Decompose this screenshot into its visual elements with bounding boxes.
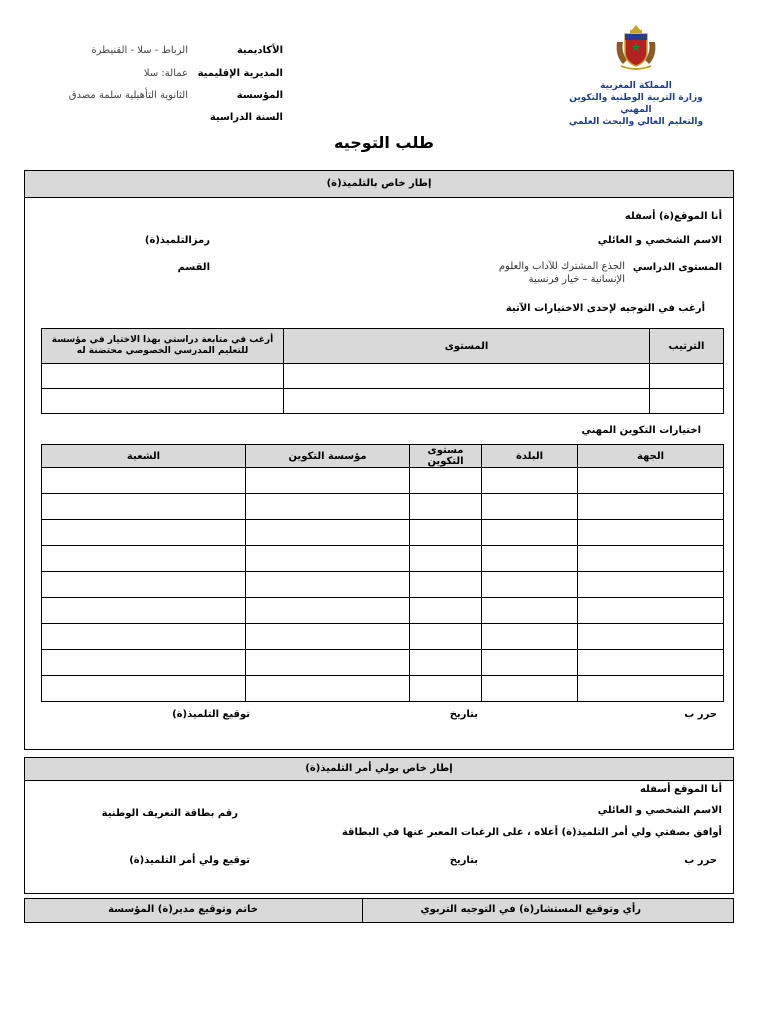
counselor-opinion-box: رأي وتوقيع المستشار(ة) في التوجيه التربوي [362, 898, 734, 923]
vocational-8-region-cell[interactable] [578, 650, 724, 676]
vocational-3-branch-cell[interactable] [42, 520, 246, 546]
vocational-2-training-level-cell[interactable] [410, 494, 482, 520]
vocational-4-region-cell[interactable] [578, 546, 724, 572]
vocational-7-branch-cell[interactable] [42, 624, 246, 650]
vocational-2-institution-cell[interactable] [246, 494, 410, 520]
vocational-9-institution-cell[interactable] [246, 676, 410, 702]
vocational-7-institution-cell[interactable] [246, 624, 410, 650]
vocational-5-institution-cell[interactable] [246, 572, 410, 598]
vocational-8-town-cell[interactable] [482, 650, 578, 676]
choice-2-rank-cell[interactable] [650, 389, 724, 414]
school-year-label: السنة الدراسية [209, 112, 283, 123]
id-card-label: رقم بطاقة التعريف الوطنية [101, 808, 238, 819]
table-row [42, 598, 724, 624]
guardian-signature-label: توقيع ولي أمر التلميذ(ة) [129, 855, 250, 866]
vocational-4-institution-cell[interactable] [246, 546, 410, 572]
vocational-9-training-level-cell[interactable] [410, 676, 482, 702]
vocational-1-town-cell[interactable] [482, 468, 578, 494]
vocational-2-branch-cell[interactable] [42, 494, 246, 520]
student-code-label: رمزالتلميذ(ة) [144, 235, 210, 246]
vocational-3-institution-cell[interactable] [246, 520, 410, 546]
orientation-wish: أرغب في التوجيه لإحدى الاختيارات الآتية [505, 303, 705, 314]
choices-table [41, 328, 724, 414]
vocational-table [41, 444, 724, 702]
table-row [42, 520, 724, 546]
moroccan-emblem-icon [611, 22, 661, 76]
choices-header-private: أرغب في متابعة دراستي بهذا الاختيار في مؤسسة للتعليم المدرسي الخصوصي محتضنة له [42, 329, 284, 364]
student-section-header: إطار خاص بالتلميذ(ة) [24, 170, 734, 198]
guardian-agreement: أوافق بصفتي ولي أمر التلميذ(ة) أعلاه ، على الرغبات المعبر عنها في البطاقة [341, 827, 722, 838]
vocational-1-institution-cell[interactable] [246, 468, 410, 494]
academy-label: الأكاديمية [236, 45, 283, 56]
choices-header-level: المستوى [284, 329, 650, 364]
guardian-undersigned: أنا الموقع أسفله [639, 784, 722, 795]
vocational-5-region-cell[interactable] [578, 572, 724, 598]
vocational-3-town-cell[interactable] [482, 520, 578, 546]
choice-1-private-cell[interactable] [42, 364, 284, 389]
table-row [42, 389, 724, 414]
choice-1-rank-cell[interactable] [650, 364, 724, 389]
table-row [42, 676, 724, 702]
table-row [42, 546, 724, 572]
direction-value: عمالة: سلا [143, 68, 188, 79]
vocational-7-region-cell[interactable] [578, 624, 724, 650]
student-written-in: حرر ب [684, 709, 717, 720]
vocational-4-branch-cell[interactable] [42, 546, 246, 572]
vocational-9-branch-cell[interactable] [42, 676, 246, 702]
vocational-2-town-cell[interactable] [482, 494, 578, 520]
direction-label: المديرية الإقليمية [197, 68, 283, 79]
vocational-6-institution-cell[interactable] [246, 598, 410, 624]
vocational-8-training-level-cell[interactable] [410, 650, 482, 676]
vocational-header-branch: الشعبة [42, 445, 246, 468]
vocational-5-town-cell[interactable] [482, 572, 578, 598]
level-label: المستوى الدراسي [632, 262, 722, 273]
student-date-label: بتاريخ [449, 709, 478, 720]
vocational-header-training-level: مستوى التكوين [410, 445, 482, 468]
choice-1-level-cell[interactable] [284, 364, 650, 389]
vocational-5-training-level-cell[interactable] [410, 572, 482, 598]
choices-header-rank: الترتيب [650, 329, 724, 364]
guardian-name-label: الاسم الشخصي و العائلي [597, 805, 722, 816]
academy-value: الرباط - سلا - القنيطرة [91, 45, 188, 56]
institution-value: الثانوية التأهيلية سلمة مصدق [68, 90, 188, 101]
choice-2-private-cell[interactable] [42, 389, 284, 414]
vocational-6-region-cell[interactable] [578, 598, 724, 624]
ministry-line-1: وزارة التربية الوطنية والتكوين المهني [569, 93, 703, 115]
vocational-8-institution-cell[interactable] [246, 650, 410, 676]
table-row [42, 624, 724, 650]
ministry-name [556, 80, 716, 128]
guardian-section-header: إطار خاص بولي أمر التلميذ(ة) [24, 757, 734, 781]
student-name-label: الاسم الشخصي و العائلي [597, 235, 722, 246]
level-value-line-1: الجذع المشترك للآداب والعلوم [498, 261, 625, 272]
vocational-4-training-level-cell[interactable] [410, 546, 482, 572]
kingdom-line: المملكة المغربية [600, 81, 672, 91]
table-row [42, 494, 724, 520]
vocational-title: اختيارات التكوين المهني [581, 425, 701, 436]
choice-2-level-cell[interactable] [284, 389, 650, 414]
vocational-6-town-cell[interactable] [482, 598, 578, 624]
vocational-1-branch-cell[interactable] [42, 468, 246, 494]
table-row [42, 572, 724, 598]
vocational-1-training-level-cell[interactable] [410, 468, 482, 494]
class-label: القسم [177, 262, 210, 273]
level-value-line-2: الإنسانية – خيار فرنسية [528, 274, 625, 285]
vocational-6-branch-cell[interactable] [42, 598, 246, 624]
institution-label: المؤسسة [236, 90, 283, 101]
student-signature-label: توقيع التلميذ(ة) [172, 709, 250, 720]
table-row [42, 650, 724, 676]
level-value [445, 260, 625, 286]
vocational-9-region-cell[interactable] [578, 676, 724, 702]
vocational-8-branch-cell[interactable] [42, 650, 246, 676]
vocational-1-region-cell[interactable] [578, 468, 724, 494]
vocational-5-branch-cell[interactable] [42, 572, 246, 598]
guardian-date-label: بتاريخ [449, 855, 478, 866]
vocational-7-town-cell[interactable] [482, 624, 578, 650]
vocational-4-town-cell[interactable] [482, 546, 578, 572]
table-row [42, 468, 724, 494]
student-undersigned: أنا الموقع(ة) أسفله [624, 211, 722, 222]
vocational-2-region-cell[interactable] [578, 494, 724, 520]
vocational-3-training-level-cell[interactable] [410, 520, 482, 546]
vocational-3-region-cell[interactable] [578, 520, 724, 546]
vocational-7-training-level-cell[interactable] [410, 624, 482, 650]
vocational-6-training-level-cell[interactable] [410, 598, 482, 624]
vocational-header-institution: مؤسسة التكوين [246, 445, 410, 468]
director-signature-box: خاتم وتوقيع مدير(ة) المؤسسة [24, 898, 363, 923]
page-title: طلب التوجيه [334, 133, 434, 152]
guardian-written-in: حرر ب [684, 855, 717, 866]
ministry-line-2: والتعليم العالي والبحث العلمي [568, 117, 704, 127]
vocational-header-region: الجهة [578, 445, 724, 468]
vocational-header-town: البلدة [482, 445, 578, 468]
table-row [42, 364, 724, 389]
vocational-9-town-cell[interactable] [482, 676, 578, 702]
